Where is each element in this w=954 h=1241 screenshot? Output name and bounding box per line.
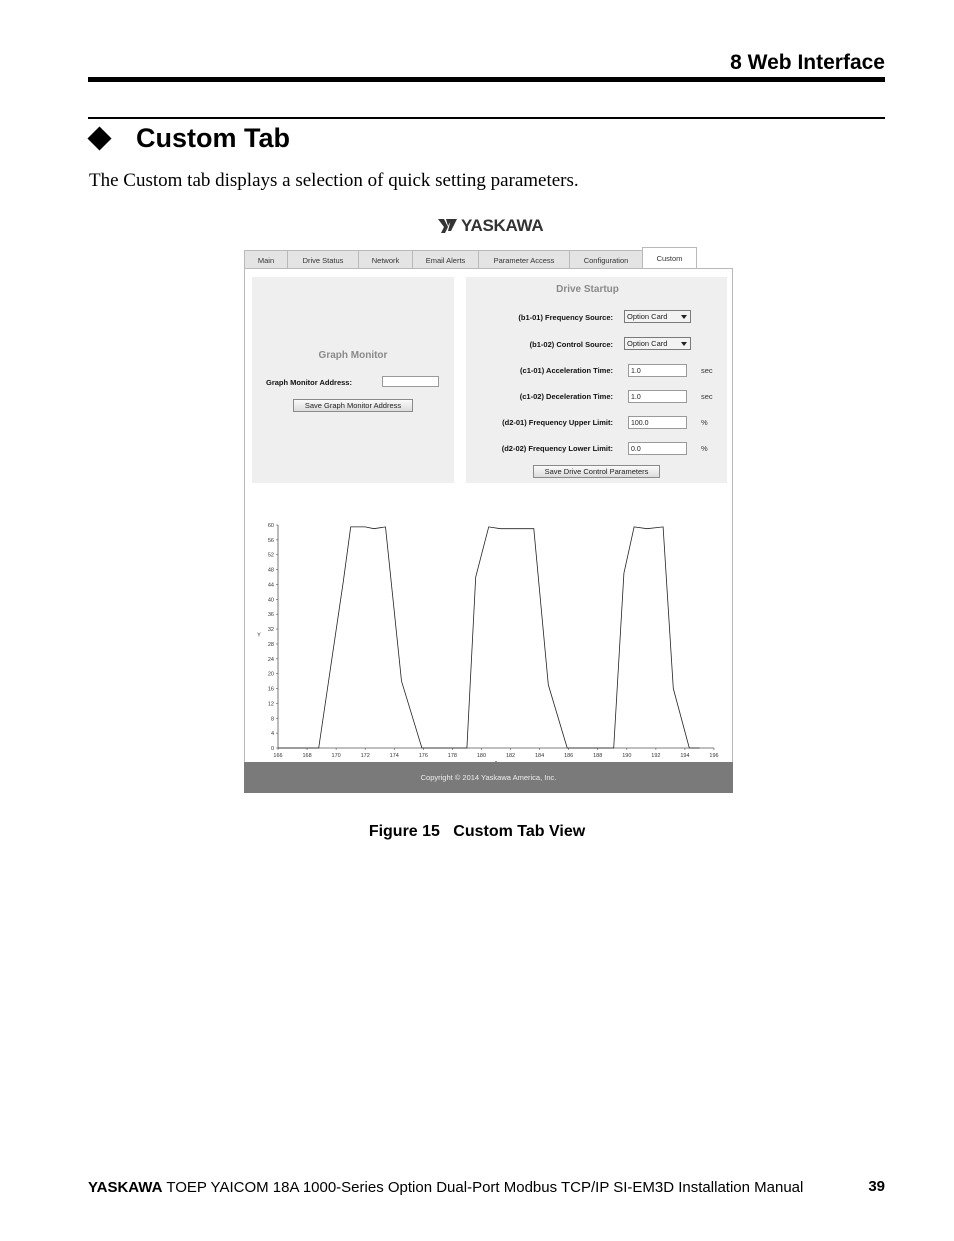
graph-monitor-title: Graph Monitor <box>318 350 388 361</box>
y-tick-label: 40 <box>267 597 274 604</box>
c1-02-input[interactable]: 1.0 <box>628 390 687 403</box>
yaskawa-logo-mark-icon <box>437 217 459 235</box>
y-tick-label: 20 <box>267 671 274 678</box>
d2-01-unit: % <box>701 418 708 427</box>
intro-paragraph: The Custom tab displays a selection of quick setting parameters. <box>89 170 579 191</box>
tab-content <box>244 268 733 764</box>
web-ui-screenshot <box>244 248 733 793</box>
section-title: 8 Web Interface <box>730 51 885 74</box>
heading-rule <box>88 117 885 119</box>
x-tick-label: 178 <box>447 753 457 759</box>
c1-01-unit: sec <box>701 366 713 375</box>
y-tick-label: 16 <box>267 686 274 693</box>
series-line <box>278 527 700 748</box>
drive-startup-title: Drive Startup <box>556 284 619 295</box>
y-tick-label: 56 <box>267 537 274 544</box>
tab-bar <box>244 250 696 269</box>
monitor-chart <box>245 505 732 759</box>
c1-02-label: (c1-02) Deceleration Time: <box>519 392 613 401</box>
y-tick-label: 8 <box>270 716 274 723</box>
c1-01-input[interactable]: 1.0 <box>628 364 687 377</box>
tab-configuration[interactable]: Configuration <box>569 250 643 269</box>
x-tick-label: 194 <box>680 753 690 759</box>
y-tick-label: 44 <box>267 582 274 589</box>
d2-01-label: (d2-01) Frequency Upper Limit: <box>502 418 613 427</box>
x-tick-label: 184 <box>535 753 545 759</box>
b1-01-label: (b1-01) Frequency Source: <box>518 313 613 322</box>
yaskawa-logo <box>437 216 543 236</box>
page-title: Custom Tab <box>136 123 290 153</box>
tab-network[interactable]: Network <box>358 250 413 269</box>
drive-startup-panel <box>466 277 727 483</box>
copyright-bar: Copyright © 2014 Yaskawa America, Inc. <box>244 762 733 793</box>
diamond-bullet-icon <box>87 126 111 150</box>
x-tick-label: 168 <box>302 753 312 759</box>
x-tick-label: 166 <box>273 753 283 759</box>
footer-brand: YASKAWA <box>88 1179 163 1196</box>
b1-01-select[interactable] <box>624 310 691 323</box>
tab-parameter-access[interactable]: Parameter Access <box>478 250 570 269</box>
y-tick-label: 28 <box>267 641 274 648</box>
b1-02-label: (b1-02) Control Source: <box>529 340 613 349</box>
graph-monitor-panel <box>252 277 454 483</box>
d2-02-unit: % <box>701 444 708 453</box>
x-tick-label: 190 <box>622 753 632 759</box>
x-tick-label: 176 <box>418 753 428 759</box>
figure-title: Custom Tab View <box>453 823 586 840</box>
d2-02-label: (d2-02) Frequency Lower Limit: <box>501 444 613 453</box>
y-tick-label: 0 <box>270 746 274 752</box>
x-tick-label: 188 <box>593 753 603 759</box>
x-tick-label: 196 <box>709 753 719 759</box>
page-footer <box>88 1179 803 1196</box>
y-tick-label: 60 <box>267 523 274 529</box>
logo-text: YASKAWA <box>461 216 544 235</box>
figure-number: Figure 15 <box>368 823 440 840</box>
b1-01-value: Option Card <box>627 312 668 321</box>
y-tick-label: 4 <box>270 731 274 738</box>
dropdown-arrow-icon <box>681 315 687 319</box>
x-tick-label: 170 <box>331 753 341 759</box>
y-tick-label: 24 <box>267 656 274 663</box>
y-tick-label: 12 <box>267 701 274 708</box>
x-tick-label: 174 <box>389 753 399 759</box>
y-tick-label: 32 <box>267 627 274 634</box>
dropdown-arrow-icon <box>681 342 687 346</box>
graph-monitor-address-label: Graph Monitor Address: <box>266 378 352 387</box>
figure-caption <box>0 823 954 841</box>
y-axis-label: Y <box>257 632 261 639</box>
c1-01-label: (c1-01) Acceleration Time: <box>520 366 613 375</box>
x-tick-label: 186 <box>564 753 574 759</box>
save-drive-control-button[interactable]: Save Drive Control Parameters <box>533 465 660 478</box>
tab-drive-status[interactable]: Drive Status <box>287 250 359 269</box>
x-tick-label: 180 <box>476 753 487 759</box>
x-tick-label: 182 <box>505 753 516 759</box>
d2-02-input[interactable]: 0.0 <box>628 442 687 455</box>
y-tick-label: 36 <box>267 612 274 619</box>
x-tick-label: 192 <box>651 753 661 759</box>
tab-custom[interactable]: Custom <box>642 247 697 269</box>
c1-02-unit: sec <box>701 392 713 401</box>
y-tick-label: 52 <box>267 552 274 559</box>
page-number: 39 <box>868 1178 885 1195</box>
d2-01-input[interactable]: 100.0 <box>628 416 687 429</box>
b1-02-select[interactable] <box>624 337 691 350</box>
footer-text: TOEP YAICOM 18A 1000-Series Option Dual-Port Modbus TCP/IP SI-EM3D Installation Manual <box>162 1179 804 1196</box>
tab-main[interactable]: Main <box>244 250 288 269</box>
section-heading <box>86 123 290 154</box>
header-rule <box>88 77 885 82</box>
x-tick-label: 172 <box>360 753 370 759</box>
b1-02-value: Option Card <box>627 339 668 348</box>
graph-monitor-address-input[interactable] <box>382 376 439 387</box>
y-tick-label: 48 <box>267 567 274 574</box>
tab-email-alerts[interactable]: Email Alerts <box>412 250 479 269</box>
save-graph-monitor-button[interactable]: Save Graph Monitor Address <box>293 399 413 412</box>
